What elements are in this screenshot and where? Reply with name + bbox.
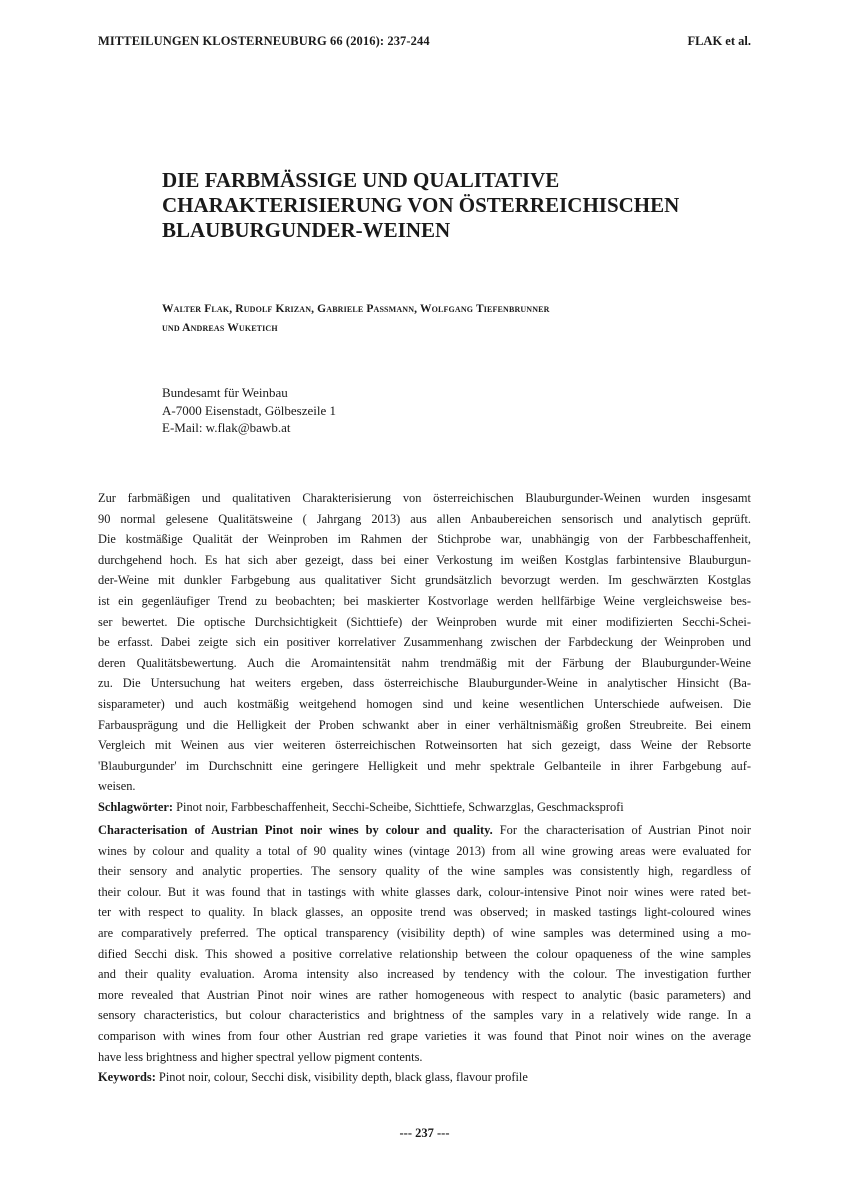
title-line: BLAUBURGUNDER-WEINEN — [162, 218, 451, 242]
article-title — [162, 168, 762, 243]
running-head-authors: FLAK et al. — [687, 34, 751, 48]
abstract-line: der-Weine mit dunkler Farbgebung aus qualitativer Sicht grundsätzlich bevorzugt werden. Im geschwärzten Kostglas — [98, 573, 751, 588]
abstract-line: deren Qualitätsbewertung. Auch die Aromaintensität nahm trendmäßig mit der Färbung der Blauburgunder-Weine — [98, 655, 751, 670]
abstract-line: sensory characteristics, but colour characteristics and brightness of the samples vary in a relatively wide range. In a — [98, 1008, 751, 1023]
abstract-line: ter with respect to quality. In black glasses, an opposite trend was observed; in masked tastings light-coloured wines — [98, 905, 751, 920]
abstract-line: ser bewertet. Die optische Durchsichtigkeit (Sichttiefe) der Weinproben wurde mit einer modifizierten Secchi-Schei- — [98, 614, 751, 629]
author-line: Walter Flak, Rudolf Krizan, Gabriele Passmann, Wolfgang Tiefenbrunner — [162, 303, 550, 315]
abstract-line: ist ein gegenläufiger Trend zu beobachten; bei maskierter Kostvorlage werden hellfärbige Weine vergleichsweise bes- — [98, 593, 751, 608]
abstract-line: zu. Die Untersuchung hat weiters ergeben, dass österreichische Blauburgunder-Weine in analytischer Hinsicht (Ba- — [98, 676, 751, 691]
keywords-german — [98, 797, 751, 818]
running-head-journal: MITTEILUNGEN KLOSTERNEUBURG 66 (2016): 237-244 — [98, 34, 430, 48]
abstract-english — [98, 820, 751, 1088]
keywords-label: Schlagwörter: — [98, 799, 174, 814]
abstract-line: sisparameter) und auch kostmäßig weitgehend homogen sind und keine wesentlichen Unterschiede aufweisen. Die — [98, 696, 751, 711]
keywords-english — [98, 1067, 751, 1088]
abstract-line: Farbausprägung und die Helligkeit der Proben schwankt aber in einer verhältnismäßig großen Streubreite. Bei einem — [98, 717, 751, 732]
abstract-line: Vergleich mit Weinen aus vier weiteren österreichischen Rotweinsorten hat sich gezeigt, dass Weine der Rebsorte — [98, 738, 751, 753]
abstract-line: 90 normal gelesene Qualitätsweine ( Jahrgang 2013) aus allen Anbaubereichen sensorisch und analytisch geprüft. — [98, 511, 751, 526]
abstract-line: more revealed that Austrian Pinot noir wines are rather homogeneous with respect to analytic (basic parameters) and — [98, 987, 751, 1002]
title-line: DIE FARBMÄSSIGE UND QUALITATIVE — [162, 168, 560, 192]
abstract-line: durchgehend hoch. Es hat sich aber gezeigt, dass bei einer Verkostung im weißen Kostglas farbintensive Blauburgun- — [98, 552, 751, 567]
abstract-line: 'Blauburgunder' im Durchschnitt eine geringere Helligkeit und mehr spektrale Gelbanteile in ihrer Farbgebung auf- — [98, 758, 751, 773]
affiliation-block — [162, 384, 562, 437]
abstract-line: Zur farbmäßigen und qualitativen Charakterisierung von österreichischen Blauburgunder-Weinen wurden insgesamt — [98, 491, 751, 505]
abstract-line: and their quality evaluation. Aroma intensity also increased by tendency with the colour. The investigation further — [98, 967, 751, 982]
page-number: --- 237 --- — [399, 1126, 450, 1140]
abstract-line: be erfasst. Dabei zeigte sich ein positiver korrelativer Zusammenhang zwischen der Farbdeckung der Weinproben und — [98, 635, 751, 650]
author-line: und Andreas Wuketich — [162, 322, 278, 334]
abstract-line: have less brightness and higher spectral yellow pigment contents. — [98, 1049, 423, 1064]
affiliation-address: A-7000 Eisenstadt, Gölbeszeile 1 — [162, 402, 337, 418]
abstract-line: weisen. — [98, 779, 136, 794]
keywords-text: Pinot noir, colour, Secchi disk, visibility depth, black glass, flavour profile — [155, 1070, 528, 1085]
english-abstract-title: Characterisation of Austrian Pinot noir wines by colour and quality. — [98, 823, 493, 837]
abstract-line: their colour. But it was found that in tastings with white glasses dark, colour-intensive Pinot noir wines were rated bet- — [98, 884, 751, 899]
abstract-german — [98, 488, 751, 818]
abstract-line: wines by colour and quality a total of 90 quality wines (vintage 2013) from all wine growing areas were evaluated for — [98, 843, 751, 858]
abstract-line: are comparatively preferred. The optical transparency (visibility depth) of wine samples was determined using a mo- — [98, 925, 751, 940]
abstract-line-rest: For the characterisation of Austrian Pinot noir — [492, 823, 751, 837]
abstract-line: Die kostmäßige Qualität der Weinproben im Rahmen der Stichprobe war, unabhängig von der Farbbeschaffenheit, — [98, 532, 751, 547]
keywords-label: Keywords: — [98, 1070, 156, 1085]
affiliation-email: E-Mail: w.flak@bawb.at — [162, 420, 291, 435]
author-list — [162, 300, 762, 338]
abstract-line — [98, 820, 751, 841]
title-line: CHARAKTERISIERUNG VON ÖSTERREICHISCHEN — [162, 193, 680, 217]
affiliation-institution: Bundesamt für Weinbau — [162, 385, 288, 400]
abstract-line: comparison with wines from four other Austrian red grape varieties it was found that Pinot noir wines on the average — [98, 1028, 751, 1043]
abstract-line: their sensory and analytic properties. The sensory quality of the wine samples was consistently high, regardless of — [98, 864, 751, 879]
abstract-line: dified Secchi disk. This showed a positive correlative relationship between the colour opaqueness of the wine samples — [98, 946, 751, 961]
keywords-text: Pinot noir, Farbbeschaffenheit, Secchi-Scheibe, Sichttiefe, Schwarzglas, Geschmacksprofi — [173, 799, 624, 814]
